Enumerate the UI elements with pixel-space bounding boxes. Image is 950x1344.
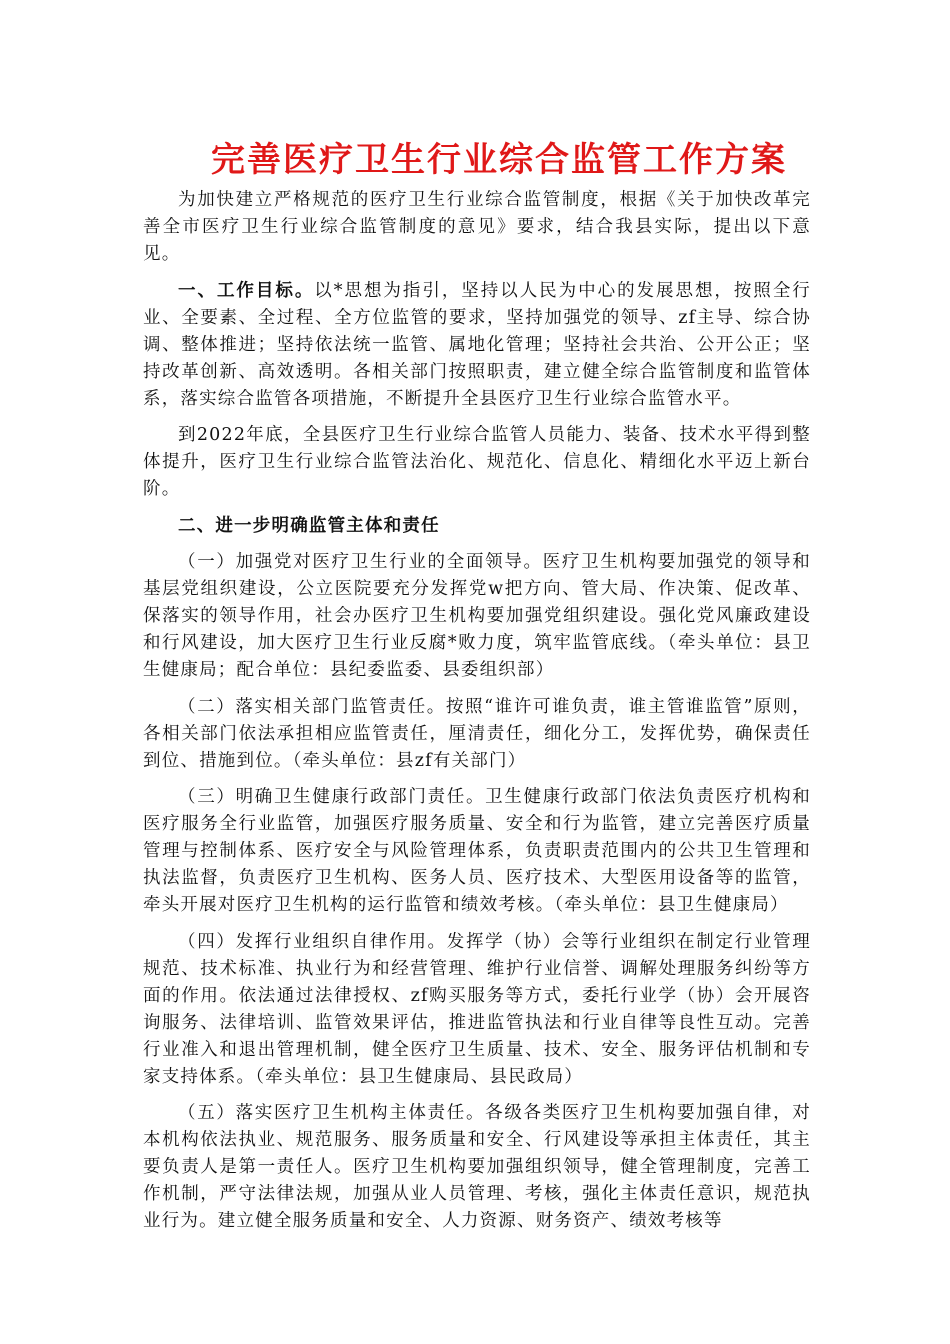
item-4-paragraph: （四）发挥行业组织自律作用。发挥学（协）会等行业组织在制定行业管理规范、技术标准、执业行为和经营管理、维护行业信誉、调解处理服务纠纷等方面的作用。依法通过法律授权、zf购买服务等方式，委托行业学（协）会开展咨询服务、法律培训、监管效果评估，推进监管执法和行业自律等良性互动。完善行业准入和退出管理机制，健全医疗卫生质量、技术、安全、服务评估机制和专家支持体系。（牵头单位：县卫生健康局、县民政局）: [143, 931, 811, 1087]
document-body: [143, 187, 811, 1245]
intro-paragraph: 为加快建立严格规范的医疗卫生行业综合监管制度，根据《关于加快改革完善全市医疗卫生行业综合监管制度的意见》要求，结合我县实际，提出以下意见。: [143, 190, 811, 264]
section-1-paragraph: [143, 278, 811, 413]
document-title: 完善医疗卫生行业综合监管工作方案: [211, 140, 787, 180]
goal-2022-paragraph: 到2022年底，全县医疗卫生行业综合监管人员能力、装备、技术水平得到整体提升，医疗卫生行业综合监管法治化、规范化、信息化、精细化水平迈上新台阶。: [143, 425, 811, 499]
section-1-text: 以*思想为指引，坚持以人民为中心的发展思想，按照全行业、全要素、全过程、全方位监管的要求，坚持加强党的领导、zf主导、综合协调、整体推进；坚持依法统一监管、属地化管理；坚持社会共治、公开公正；坚持改革创新、高效透明。各相关部门按照职责，建立健全综合监管制度和监管体系，落实综合监管各项措施，不断提升全县医疗卫生行业综合监管水平。: [143, 280, 811, 409]
item-1-paragraph: （一）加强党对医疗卫生行业的全面领导。医疗卫生机构要加强党的领导和基层党组织建设，公立医院要充分发挥党w把方向、管大局、作决策、促改革、保落实的领导作用，社会办医疗卫生机构要加强党组织建设。强化党风廉政建设和行风建设，加大医疗卫生行业反腐*败力度，筑牢监管底线。（牵头单位：县卫生健康局；配合单位：县纪委监委、县委组织部）: [143, 552, 811, 680]
item-5-paragraph: （五）落实医疗卫生机构主体责任。各级各类医疗卫生机构要加强自律，对本机构依法执业、规范服务、服务质量和安全、行风建设等承担主体责任，其主要负责人是第一责任人。医疗卫生机构要加强组织领导，健全管理制度，完善工作机制，严守法律法规，加强从业人员管理、考核，强化主体责任意识，规范执业行为。建立健全服务质量和安全、人力资源、财务资产、绩效考核等: [143, 1103, 811, 1231]
section-2-heading: 二、进一步明确监管主体和责任: [178, 515, 440, 536]
item-2-paragraph: （二）落实相关部门监管责任。按照“谁许可谁负责，谁主管谁监管”原则，各相关部门依法承担相应监管责任，厘清责任，细化分工，发挥优势，确保责任到位、措施到位。（牵头单位：县zf有关部门）: [143, 696, 811, 771]
item-3-paragraph: （三）明确卫生健康行政部门责任。卫生健康行政部门依法负责医疗机构和医疗服务全行业监管，加强医疗服务质量、安全和行为监管，建立完善医疗质量管理与控制体系、医疗安全与风险管理体系，负责职责范围内的公共卫生管理和执法监督，负责医疗卫生机构、医务人员、医疗技术、大型医用设备等的监管，牵头开展对医疗卫生机构的运行监管和绩效考核。（牵头单位：县卫生健康局）: [143, 787, 811, 915]
section-1-heading: 一、工作目标。: [178, 280, 315, 301]
